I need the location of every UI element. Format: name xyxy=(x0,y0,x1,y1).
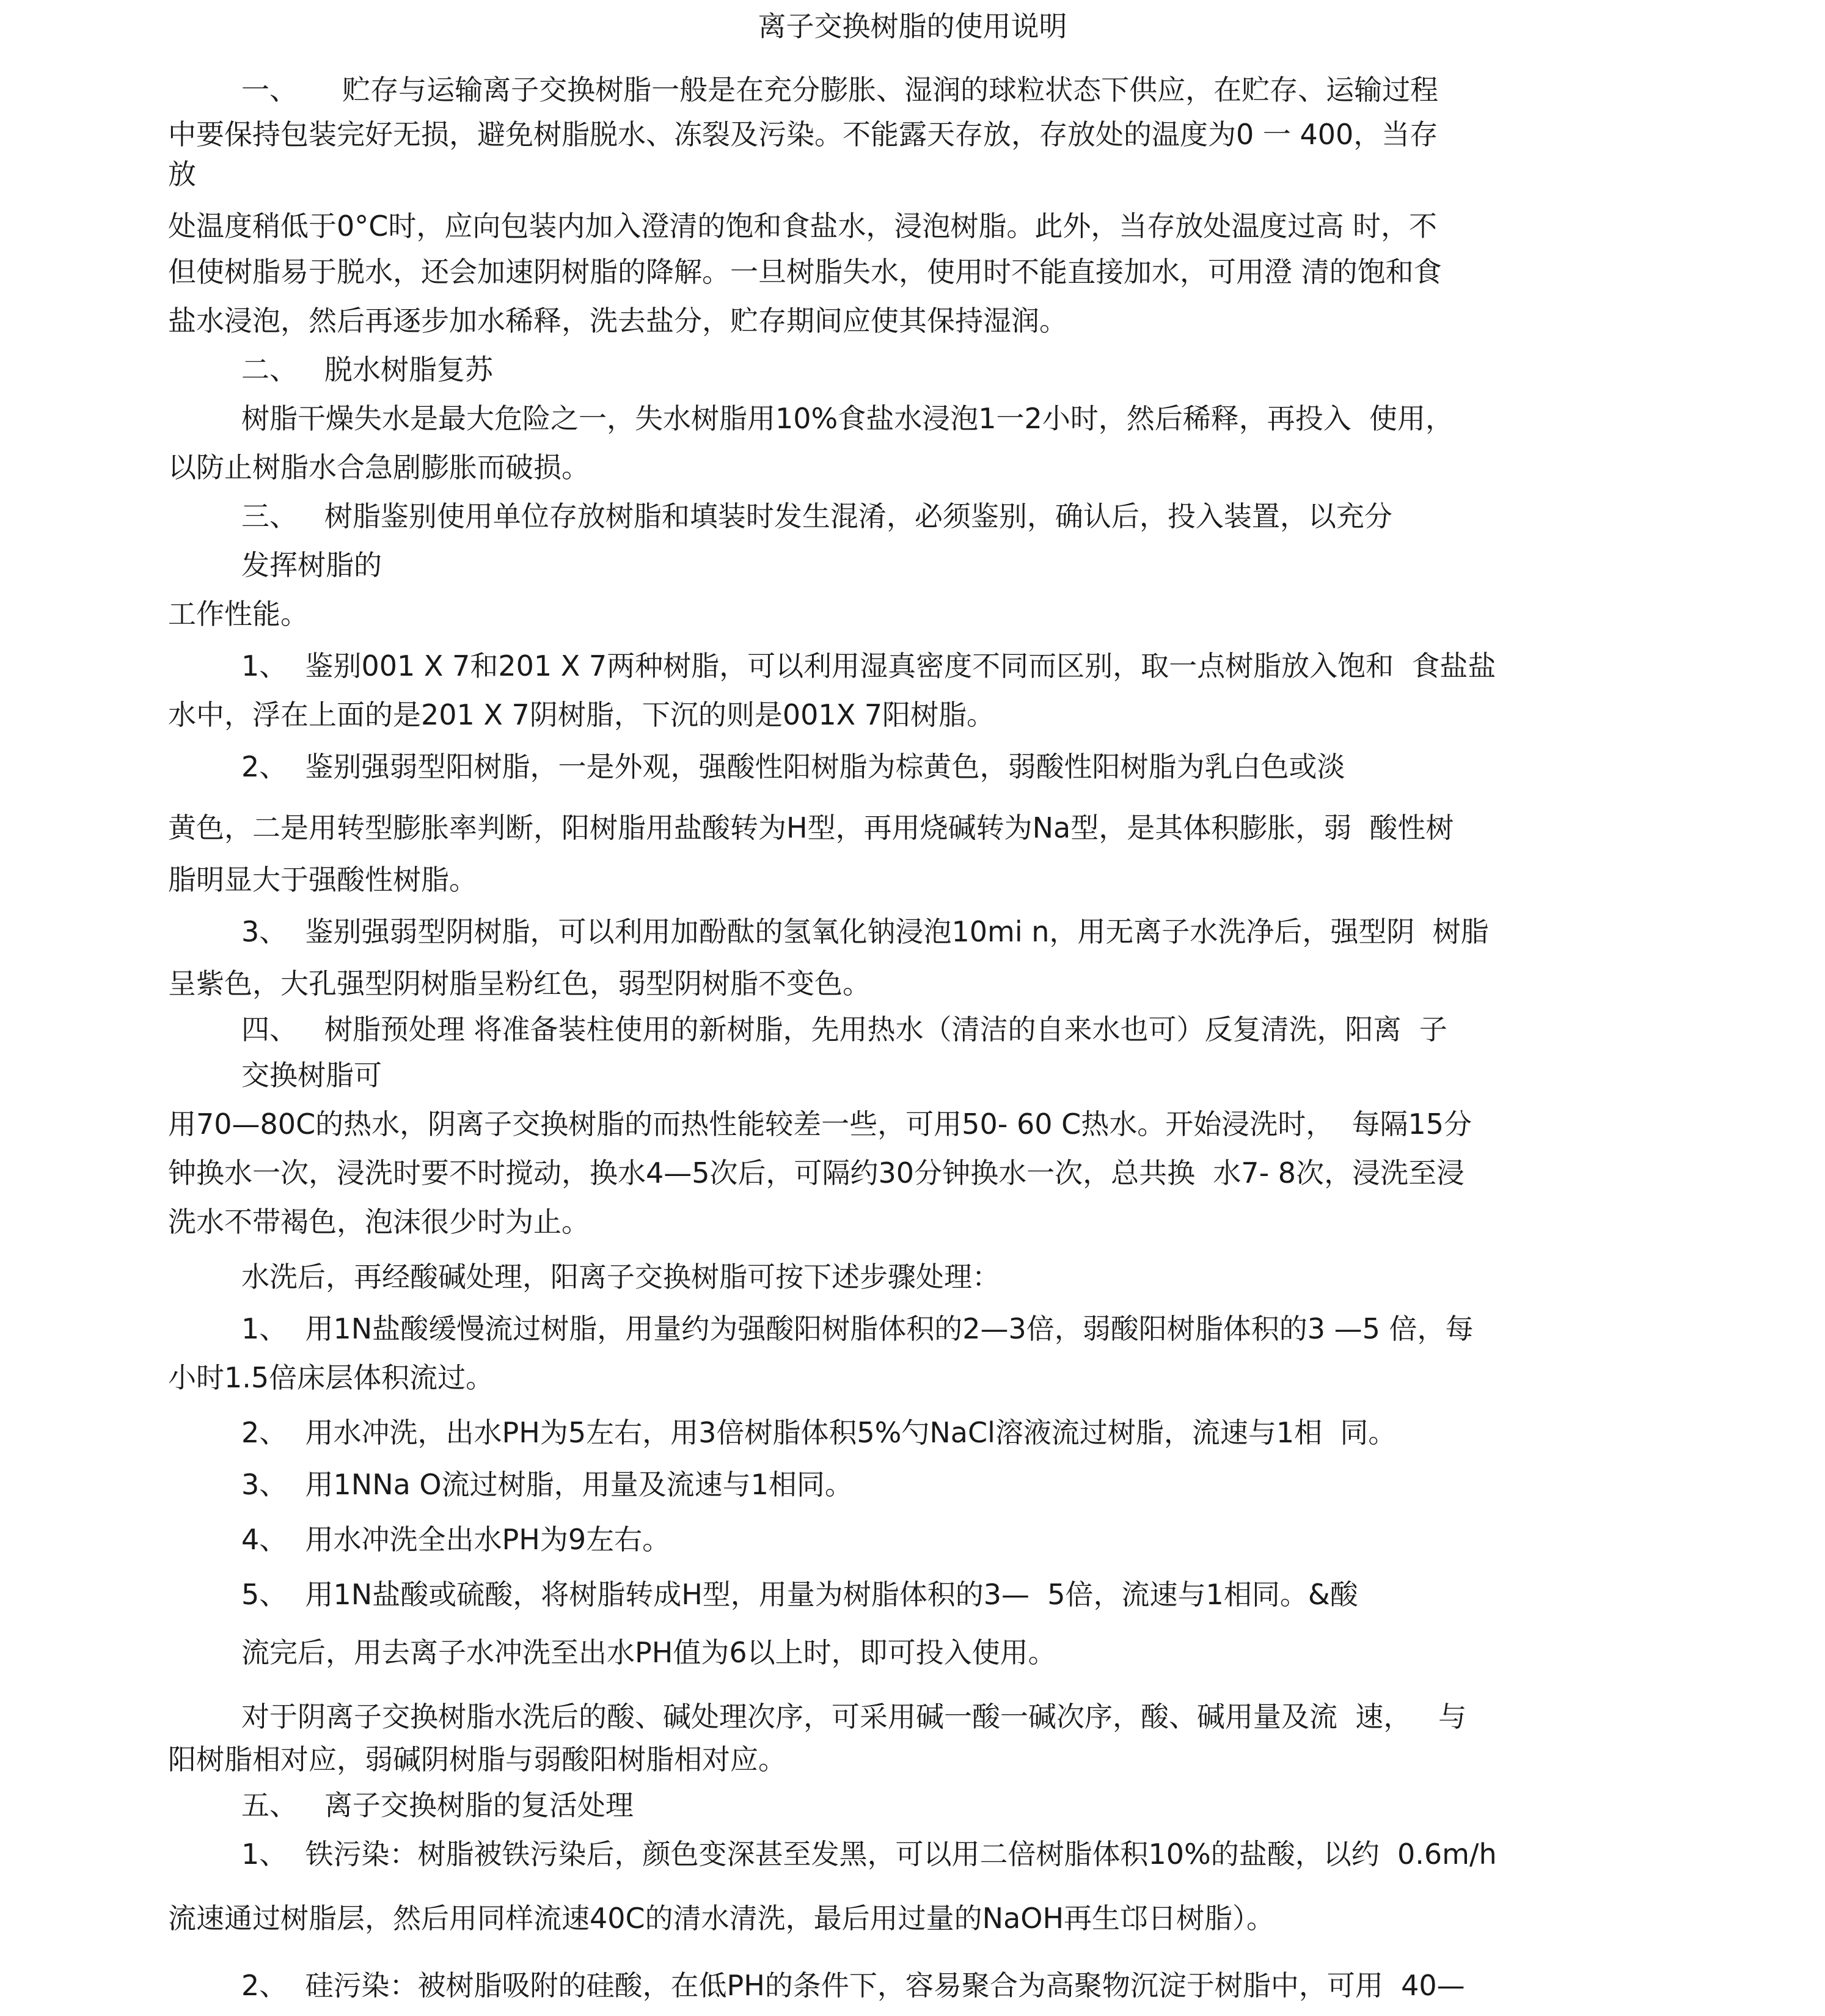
paragraph-line: 5、 用1N盐酸或硫酸，将树脂转成H型，用量为树脂体积的3— 5倍，流速与1相同。&酸 xyxy=(241,1578,1358,1611)
paragraph-line: 流完后，用去离子水冲洗至出水PH值为6以上时，即可投入使用。 xyxy=(241,1636,1056,1669)
paragraph-line: 以防止树脂水合急剧膨胀而破损。 xyxy=(168,451,590,484)
paragraph-line: 4、 用水冲洗全出水PH为9左右。 xyxy=(241,1523,671,1556)
paragraph-line: 小时1.5倍床层体积流过。 xyxy=(168,1361,494,1394)
paragraph-line: 1、 铁污染：树脂被铁污染后，颜色变深甚至发黑，可以用二倍树脂体积10%的盐酸，以约 0.6m/h xyxy=(241,1838,1497,1871)
document-title: 离子交换树脂的使用说明 xyxy=(758,10,1067,43)
paragraph-line: 1、 鉴别001 X 7和201 X 7两种树脂，可以利用湿真密度不同而区别，取一点树脂放入饱和 食盐盐 xyxy=(241,649,1496,682)
section-heading: 四、 树脂预处理 将准备装柱使用的新树脂，先用热水（清洁的自来水也可）反复清洗，阳离 子 xyxy=(241,1013,1447,1046)
paragraph-line: 2、 用水冲洗，出水PH为5左右，用3倍树脂体积5%勺NaCl溶液流过树脂，流速与1相 同。 xyxy=(241,1416,1397,1449)
paragraph-line: 工作性能。 xyxy=(168,597,309,630)
section-heading: 二、 脱水树脂复苏 xyxy=(241,353,493,386)
paragraph-line: 放 xyxy=(168,158,196,191)
paragraph-line: 树脂干燥失水是最大危险之一，失水树脂用10%食盐水浸泡1一2小时，然后稀释，再投入 使用， xyxy=(241,402,1454,435)
paragraph-line: 2、 硅污染：被树脂吸附的硅酸，在低PH的条件下，容易聚合为高聚物沉淀于树脂中，可用 40— xyxy=(241,1969,1465,2002)
paragraph-line: 钟换水一次，浸洗时要不时搅动，换水4—5次后，可隔约30分钟换水一次，总共换 水7- 8次，浸洗至浸 xyxy=(168,1156,1465,1189)
paragraph-line: 发挥树脂的 xyxy=(241,549,382,582)
paragraph-line: 水洗后，再经酸碱处理，阳离子交换树脂可按下述步骤处理： xyxy=(241,1260,1000,1293)
paragraph-line: 用70—80C的热水，阴离子交换树脂的而热性能较差一些，可用50- 60 C热水。开始浸洗时， 每隔15分 xyxy=(168,1108,1472,1141)
paragraph-line: 水中，浮在上面的是201 X 7阴树脂，下沉的则是001X 7阳树脂。 xyxy=(168,698,995,731)
paragraph-line: 对于阴离子交换树脂水洗后的酸、碱处理次序，可采用碱一酸一碱次序，酸、碱用量及流 速， 与 xyxy=(241,1700,1467,1733)
paragraph-line: 2、 鉴别强弱型阳树脂，一是外观，强酸性阳树脂为棕黄色，弱酸性阳树脂为乳白色或淡 xyxy=(241,750,1345,783)
paragraph-line: 处温度稍低于0°C时，应向包装内加入澄清的饱和食盐水，浸泡树脂。此外，当存放处温度过高 时，不 xyxy=(168,210,1438,243)
paragraph-line: 呈紫色，大孔强型阴树脂呈粉红色，弱型阴树脂不变色。 xyxy=(168,967,871,1000)
paragraph-line: 阳树脂相对应，弱碱阴树脂与弱酸阳树脂相对应。 xyxy=(168,1743,786,1776)
paragraph-line: 一、 贮存与运输离子交换树脂一般是在充分膨胀、湿润的球粒状态下供应，在贮存、运输过程 xyxy=(241,73,1439,106)
paragraph-line: 黄色，二是用转型膨胀率判断，阳树脂用盐酸转为H型，再用烧碱转为Na型，是其体积膨胀，弱 酸性树 xyxy=(168,811,1454,844)
paragraph-line: 交换树脂可 xyxy=(241,1059,382,1092)
paragraph-line: 但使树脂易于脱水，还会加速阴树脂的降解。一旦树脂失水，使用时不能直接加水，可用澄 清的饱和食 xyxy=(168,255,1442,288)
paragraph-line: 1、 用1N盐酸缓慢流过树脂，用量约为强酸阳树脂体积的2—3倍，弱酸阳树脂体积的3 —5 倍，每 xyxy=(241,1312,1474,1345)
section-heading: 五、 离子交换树脂的复活处理 xyxy=(241,1789,634,1822)
paragraph-line: 脂明显大于强酸性树脂。 xyxy=(168,863,477,896)
paragraph-line: 盐水浸泡，然后再逐步加水稀释，洗去盐分，贮存期间应使其保持湿润。 xyxy=(168,304,1067,337)
paragraph-line: 中要保持包装完好无损，避免树脂脱水、冻裂及污染。不能露天存放，存放处的温度为0 一 400，当存 xyxy=(168,118,1438,151)
paragraph-line: 3、 用1NNa O流过树脂，用量及流速与1相同。 xyxy=(241,1468,853,1501)
paragraph-line: 3、 鉴别强弱型阴树脂，可以利用加酚酞的氢氧化钠浸泡10mi n，用无离子水洗净后，强型阴 树脂 xyxy=(241,915,1489,948)
paragraph-line: 流速通过树脂层，然后用同样流速40C的清水清洗，最后用过量的NaOH再生邙日树脂）。 xyxy=(168,1902,1275,1935)
section-heading: 三、 树脂鉴别使用单位存放树脂和填装时发生混淆，必须鉴别，确认后，投入装置，以充分 xyxy=(241,500,1392,533)
paragraph-line: 洗水不带褐色，泡沫很少时为止。 xyxy=(168,1205,590,1238)
